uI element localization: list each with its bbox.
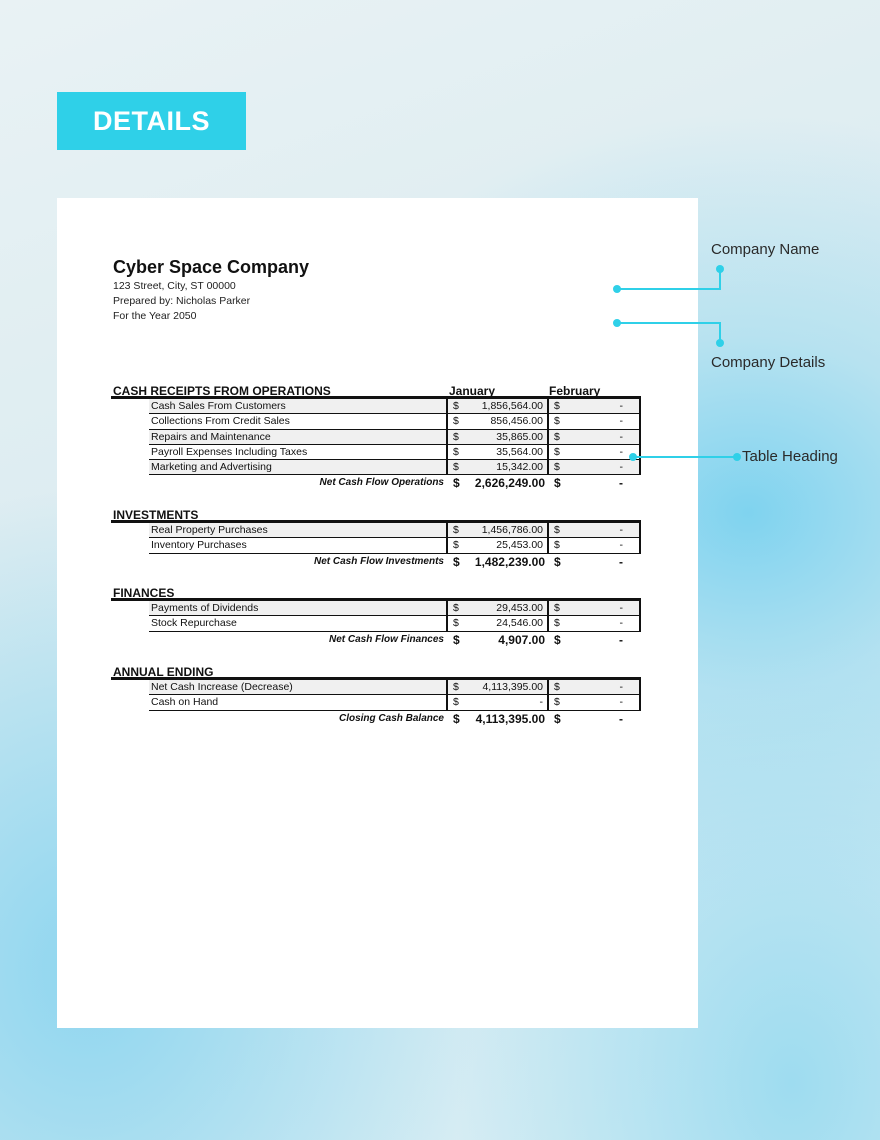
january-cell	[448, 430, 549, 444]
section-heading	[111, 384, 641, 399]
fiscal-year: For the Year 2050	[113, 310, 197, 322]
currency-symbol: $	[554, 617, 560, 630]
february-cell	[549, 680, 639, 694]
january-total-value: 4,907.00	[498, 632, 545, 647]
january-value: 35,865.00	[496, 430, 543, 443]
table-row	[149, 538, 641, 553]
currency-symbol: $	[453, 430, 459, 443]
january-total-value: 1,482,239.00	[474, 554, 545, 569]
prepared-by: Prepared by: Nicholas Parker	[113, 295, 251, 307]
february-cell	[549, 445, 639, 459]
january-total-value: 4,113,395.00	[475, 711, 545, 726]
february-total	[549, 711, 641, 727]
january-cell	[448, 616, 549, 630]
february-cell	[549, 695, 639, 709]
annotation-line	[617, 322, 721, 324]
currency-symbol: $	[453, 539, 459, 552]
row-label: Payroll Expenses Including Taxes	[149, 445, 448, 459]
currency-symbol: $	[453, 632, 460, 647]
table-row	[149, 680, 641, 695]
currency-symbol: $	[554, 461, 560, 474]
table-row	[149, 414, 641, 429]
february-value: -	[619, 400, 623, 412]
section-2	[111, 586, 641, 648]
february-value: -	[619, 602, 623, 614]
january-cell	[448, 538, 549, 552]
february-total	[549, 554, 641, 570]
february-value: -	[619, 539, 623, 552]
january-value: 1,456,786.00	[481, 524, 543, 536]
section-1	[111, 508, 641, 570]
february-total-value: -	[619, 476, 623, 491]
section-0	[111, 384, 641, 491]
currency-symbol: $	[554, 476, 561, 491]
january-value: 4,113,395.00	[482, 681, 543, 693]
february-cell	[549, 414, 639, 428]
january-total-value: 2,626,249.00	[474, 476, 545, 491]
currency-symbol: $	[554, 711, 561, 726]
february-cell	[549, 430, 639, 444]
january-total	[448, 632, 549, 648]
currency-symbol: $	[554, 681, 560, 693]
january-value: 24,546.00	[496, 617, 543, 630]
january-cell	[448, 601, 549, 615]
january-cell	[448, 445, 549, 459]
february-total-value: -	[619, 632, 623, 647]
table-row	[149, 695, 641, 710]
section-heading	[111, 508, 641, 523]
annotation-table-heading: Table Heading	[742, 448, 838, 465]
total-label: Net Cash Flow Investments	[313, 555, 444, 567]
january-value: -	[539, 696, 543, 709]
currency-symbol: $	[453, 524, 459, 536]
currency-symbol: $	[453, 696, 459, 709]
january-cell	[448, 414, 549, 428]
column-february: February	[549, 384, 601, 398]
section-3	[111, 665, 641, 727]
currency-symbol: $	[554, 554, 561, 569]
total-row	[149, 632, 641, 648]
annotation-company-details: Company Details	[711, 354, 826, 371]
january-value: 1,856,564.00	[481, 400, 543, 412]
total-label: Net Cash Flow Operations	[319, 477, 444, 489]
february-value: -	[619, 524, 623, 536]
annotation-line	[719, 270, 721, 290]
annotation-company-name: Company Name	[711, 241, 820, 258]
document-page	[57, 198, 698, 1028]
row-label: Net Cash Increase (Decrease)	[149, 680, 448, 694]
currency-symbol: $	[453, 617, 459, 630]
january-cell	[448, 460, 549, 474]
february-total-value: -	[619, 554, 623, 569]
table-row	[149, 523, 641, 538]
currency-symbol: $	[453, 415, 459, 428]
details-badge: DETAILS	[57, 92, 246, 150]
currency-symbol: $	[453, 476, 460, 491]
currency-symbol: $	[554, 602, 560, 614]
february-cell	[549, 523, 639, 537]
january-cell	[448, 399, 549, 413]
january-value: 25,453.00	[496, 539, 543, 552]
annotation-dot	[716, 265, 724, 273]
section-title: ANNUAL ENDING	[113, 665, 214, 679]
january-cell	[448, 680, 549, 694]
february-cell	[549, 538, 639, 552]
february-cell	[549, 460, 639, 474]
section-title: CASH RECEIPTS FROM OPERATIONS	[113, 384, 331, 398]
row-label: Cash on Hand	[149, 695, 448, 709]
currency-symbol: $	[453, 602, 459, 614]
currency-symbol: $	[554, 524, 560, 536]
february-total	[549, 632, 641, 648]
section-heading	[111, 586, 641, 601]
february-cell	[549, 399, 639, 413]
currency-symbol: $	[453, 711, 460, 726]
row-label: Inventory Purchases	[149, 538, 448, 552]
annotation-dot	[733, 453, 741, 461]
table-row	[149, 460, 641, 475]
section-title: INVESTMENTS	[113, 508, 199, 522]
table-row	[149, 430, 641, 445]
table-row	[149, 616, 641, 631]
january-value: 29,453.00	[496, 602, 543, 614]
currency-symbol: $	[453, 400, 459, 412]
january-value: 15,342.00	[496, 461, 543, 474]
company-address: 123 Street, City, ST 00000	[113, 280, 236, 292]
annotation-line	[617, 288, 721, 290]
january-total	[448, 475, 549, 491]
total-label: Closing Cash Balance	[338, 712, 444, 724]
row-label: Payments of Dividends	[149, 601, 448, 615]
february-value: -	[619, 461, 623, 474]
company-name: Cyber Space Company	[113, 257, 310, 277]
february-value: -	[619, 681, 623, 693]
table-row	[149, 445, 641, 460]
currency-symbol: $	[453, 445, 459, 458]
section-heading	[111, 665, 641, 680]
currency-symbol: $	[554, 415, 560, 428]
currency-symbol: $	[554, 430, 560, 443]
row-label: Real Property Purchases	[149, 523, 448, 537]
currency-symbol: $	[453, 461, 459, 474]
total-row	[149, 711, 641, 727]
row-label: Cash Sales From Customers	[149, 399, 448, 413]
currency-symbol: $	[554, 632, 561, 647]
total-label: Net Cash Flow Finances	[328, 633, 444, 645]
row-label: Marketing and Advertising	[149, 460, 448, 474]
february-value: -	[619, 430, 623, 443]
currency-symbol: $	[554, 445, 560, 458]
january-value: 35,564.00	[496, 445, 543, 458]
february-value: -	[619, 696, 623, 709]
table-row	[149, 601, 641, 616]
currency-symbol: $	[453, 681, 459, 693]
currency-symbol: $	[453, 554, 460, 569]
currency-symbol: $	[554, 539, 560, 552]
january-cell	[448, 695, 549, 709]
february-cell	[549, 601, 639, 615]
currency-symbol: $	[554, 696, 560, 709]
february-value: -	[619, 617, 623, 630]
total-row	[149, 554, 641, 570]
total-row	[149, 475, 641, 491]
january-total	[448, 554, 549, 570]
table-row	[149, 399, 641, 414]
january-cell	[448, 523, 549, 537]
february-total	[549, 475, 641, 491]
currency-symbol: $	[554, 400, 560, 412]
february-value: -	[619, 445, 623, 458]
february-total-value: -	[619, 711, 623, 726]
january-total	[448, 711, 549, 727]
row-label: Stock Repurchase	[149, 616, 448, 630]
row-label: Collections From Credit Sales	[149, 414, 448, 428]
annotation-line	[633, 456, 737, 458]
january-value: 856,456.00	[490, 415, 543, 428]
february-value: -	[619, 415, 623, 428]
annotation-dot	[716, 339, 724, 347]
february-cell	[549, 616, 639, 630]
column-january: January	[449, 384, 496, 398]
row-label: Repairs and Maintenance	[149, 430, 448, 444]
section-title: FINANCES	[113, 586, 175, 600]
